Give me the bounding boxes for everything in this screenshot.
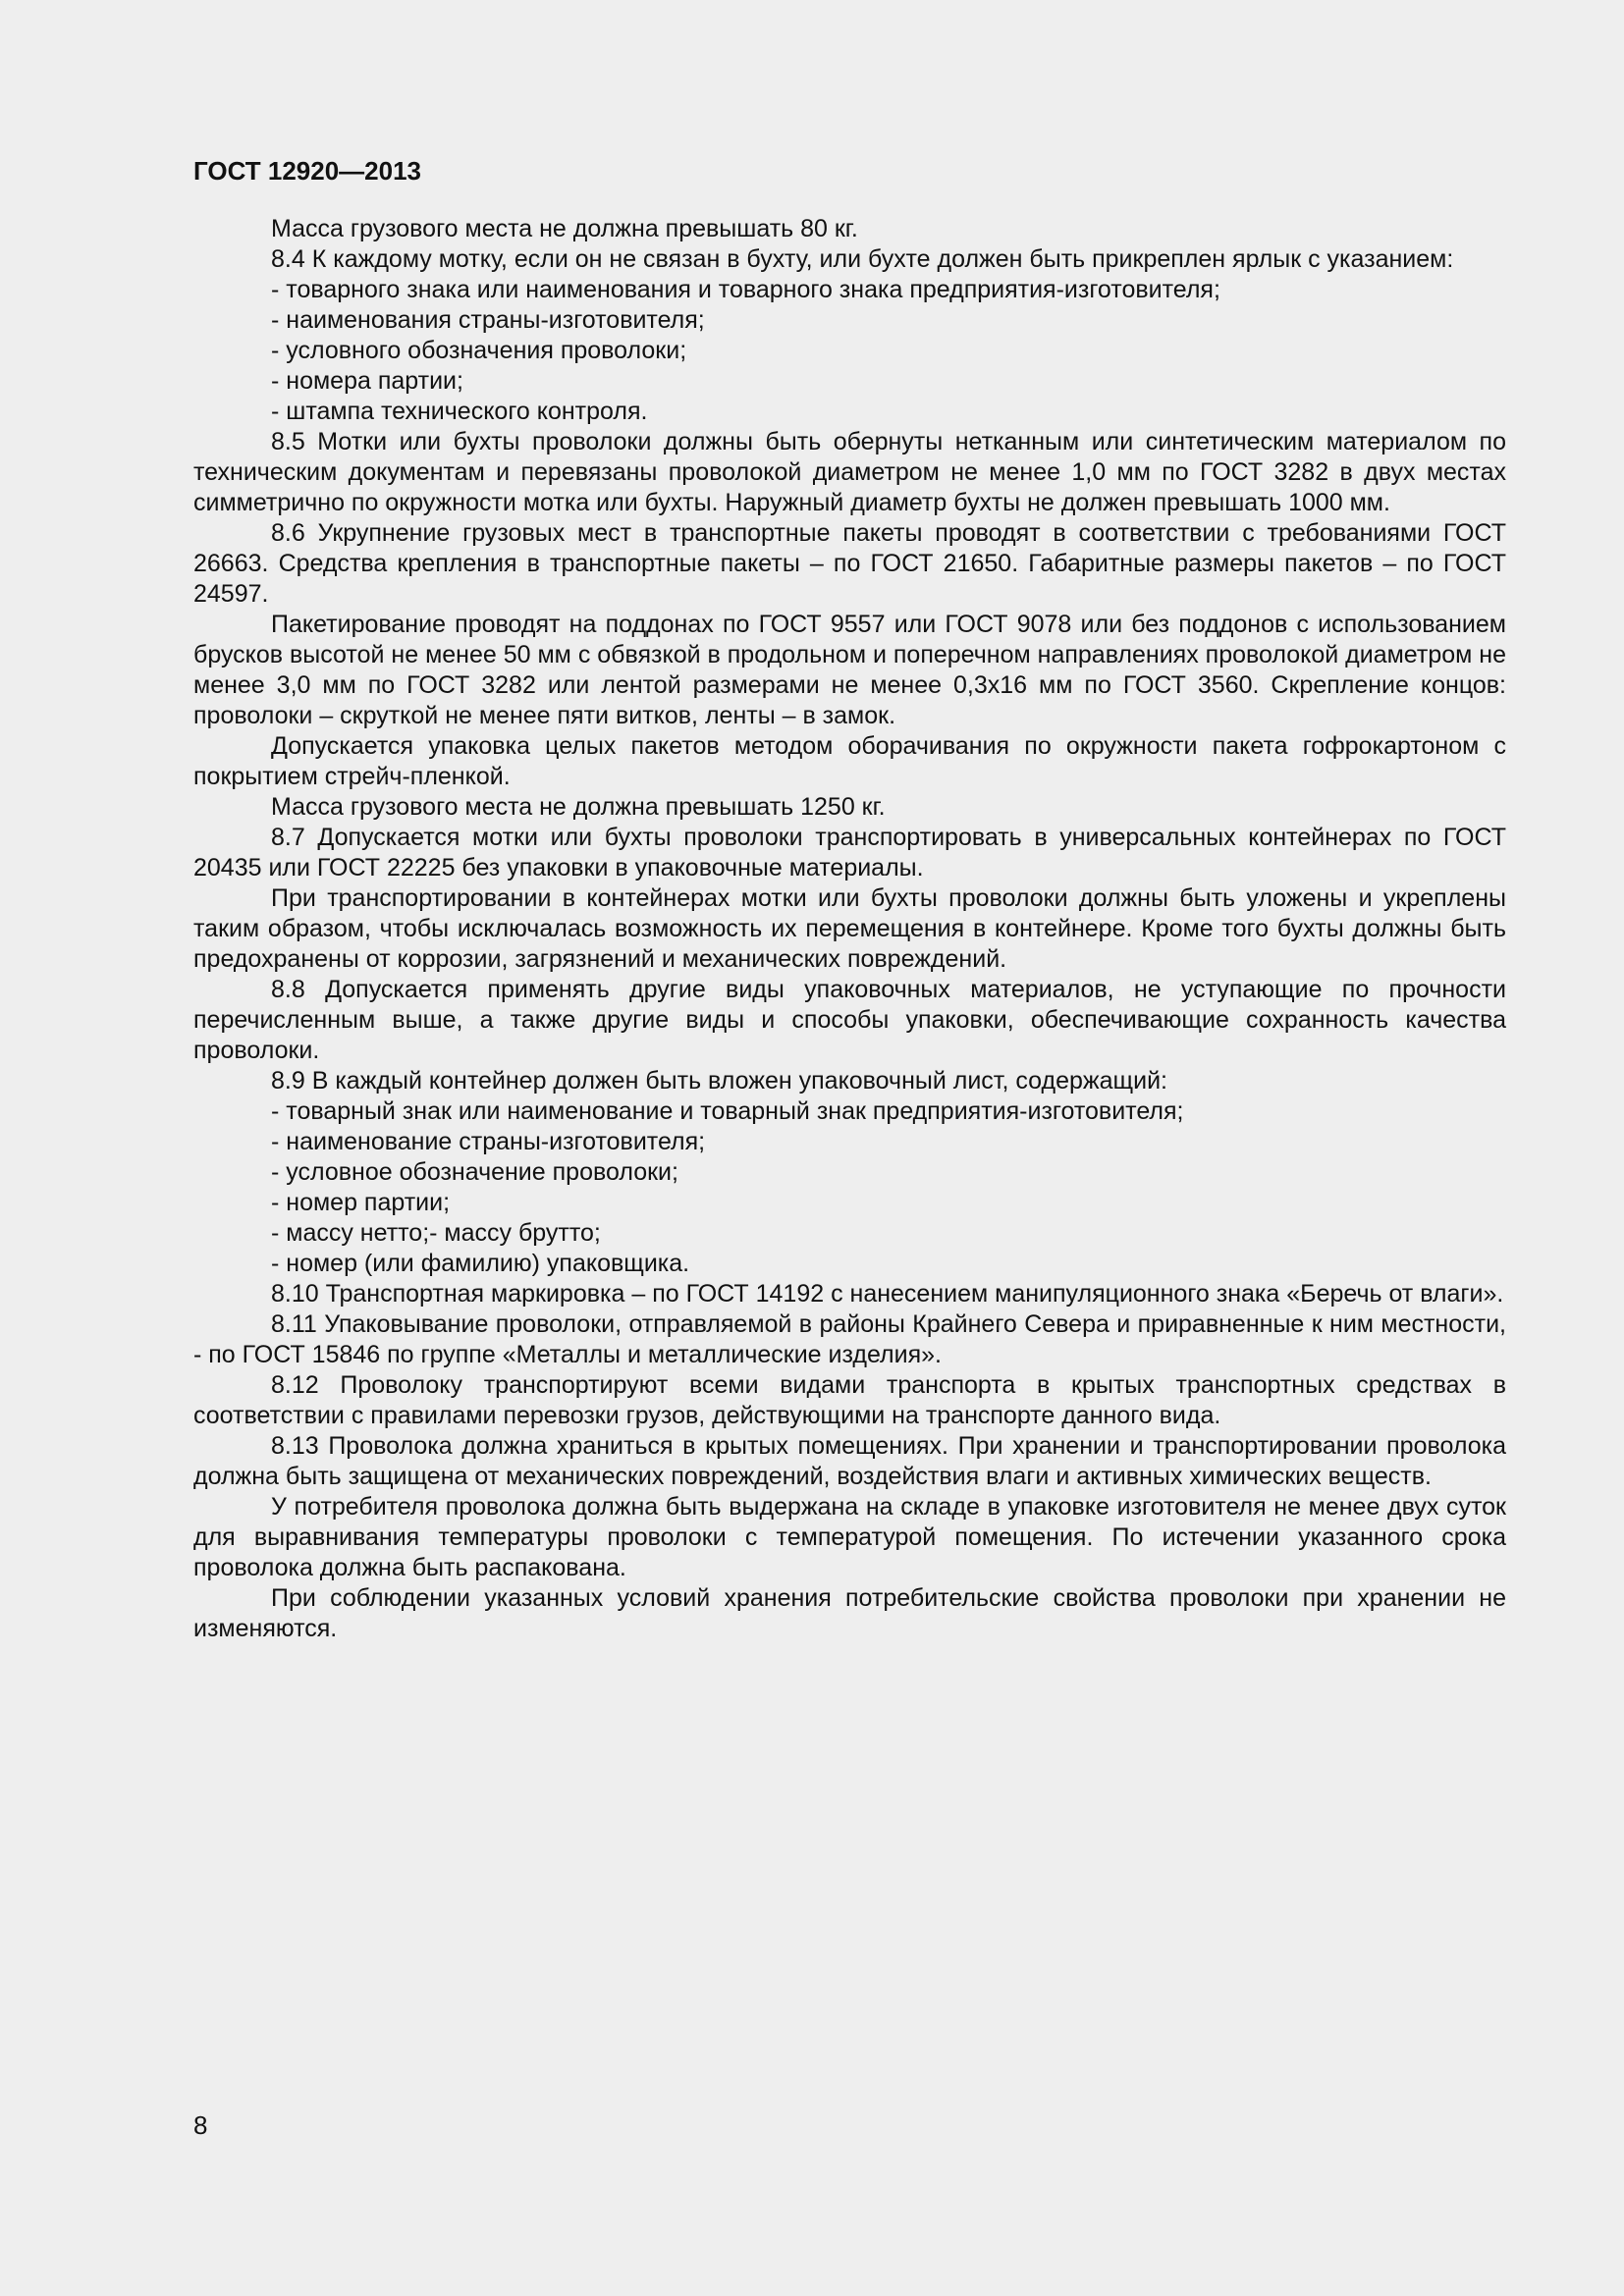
paragraph: При соблюдении указанных условий хранения потребительские свойства проволоки при хранении не изменяются. [193, 1584, 1506, 1642]
list-item: - номер (или фамилию) упаковщика. [271, 1250, 690, 1277]
paragraph: 8.9 В каждый контейнер должен быть вложен упаковочный лист, содержащий: [271, 1067, 1167, 1095]
list-item: - товарного знака или наименования и товарного знака предприятия-изготовителя; [271, 276, 1220, 303]
paragraph: 8.5 Мотки или бухты проволоки должны быть обернуты нетканным или синтетическим материалом по техническим документам и перевязаны проволокой диаметром не менее 1,0 мм по ГОСТ 3282 в двух местах симметрично по окружности мотка или бухты. Наружный диаметр бухты не должен превышать 1000 мм. [193, 428, 1506, 516]
paragraph: Масса грузового места не должна превышать 80 кг. [271, 215, 858, 242]
list-item: - штампа технического контроля. [271, 398, 648, 425]
list-item: - номер партии; [271, 1189, 451, 1216]
paragraph: 8.7 Допускается мотки или бухты проволоки транспортировать в универсальных контейнерах по ГОСТ 20435 или ГОСТ 22225 без упаковки в упаковочные материалы. [193, 824, 1506, 881]
paragraph: 8.13 Проволока должна храниться в крытых помещениях. При хранении и транспортировании проволока должна быть защищена от механических повреждений, воздействия влаги и активных химических веществ. [193, 1432, 1506, 1490]
list-item: - номера партии; [271, 367, 463, 395]
paragraph: У потребителя проволока должна быть выдержана на складе в упаковке изготовителя не менее двух суток для выравнивания температуры проволоки с температурой помещения. По истечении указанного срока проволока должна быть распакована. [193, 1493, 1506, 1581]
document-body [193, 214, 1506, 1644]
page-number: 8 [193, 2110, 208, 2140]
paragraph: 8.6 Укрупнение грузовых мест в транспортные пакеты проводят в соответствии с требованиями ГОСТ 26663. Средства крепления в транспортные пакеты – по ГОСТ 21650. Габаритные размеры пакетов – по ГОСТ 24597. [193, 519, 1506, 608]
document-title: ГОСТ 12920—2013 [193, 156, 421, 186]
list-item: - наименование страны-изготовителя; [271, 1128, 706, 1155]
list-item: - товарный знак или наименование и товарный знак предприятия-изготовителя; [271, 1097, 1184, 1125]
list-item: - условного обозначения проволоки; [271, 337, 687, 364]
paragraph: 8.4 К каждому мотку, если он не связан в бухту, или бухте должен быть прикреплен ярлык с указанием: [271, 245, 1454, 273]
list-item: - массу нетто;- массу брутто; [271, 1219, 601, 1247]
paragraph: 8.11 Упаковывание проволоки, отправляемой в районы Крайнего Севера и приравненные к ним местности, - по ГОСТ 15846 по группе «Металлы и металлические изделия». [193, 1310, 1506, 1368]
list-item: - условное обозначение проволоки; [271, 1158, 678, 1186]
paragraph: Масса грузового места не должна превышать 1250 кг. [271, 793, 886, 821]
paragraph: При транспортировании в контейнерах мотки или бухты проволоки должны быть уложены и укреплены таким образом, чтобы исключалась возможность их перемещения в контейнере. Кроме того бухты должны быть предохранены от коррозии, загрязнений и механических повреждений. [193, 884, 1506, 973]
paragraph: 8.12 Проволоку транспортируют всеми видами транспорта в крытых транспортных средствах в соответствии с правилами перевозки грузов, действующими на транспорте данного вида. [193, 1371, 1506, 1429]
paragraph: Допускается упаковка целых пакетов методом оборачивания по окружности пакета гофрокартоном с покрытием стрейч-пленкой. [193, 732, 1506, 790]
list-item: - наименования страны-изготовителя; [271, 306, 705, 334]
paragraph: 8.10 Транспортная маркировка – по ГОСТ 14192 с нанесением манипуляционного знака «Беречь от влаги». [271, 1280, 1504, 1308]
paragraph: Пакетирование проводят на поддонах по ГОСТ 9557 или ГОСТ 9078 или без поддонов с использованием брусков высотой не менее 50 мм с обвязкой в продольном и поперечном направлениях проволокой диаметром не менее 3,0 мм по ГОСТ 3282 или лентой размерами не менее 0,3х16 мм по ГОСТ 3560. Скрепление концов: проволоки – скруткой не менее пяти витков, ленты – в замок. [193, 611, 1506, 729]
paragraph: 8.8 Допускается применять другие виды упаковочных материалов, не уступающие по прочности перечисленным выше, а также другие виды и способы упаковки, обеспечивающие сохранность качества проволоки. [193, 976, 1506, 1064]
